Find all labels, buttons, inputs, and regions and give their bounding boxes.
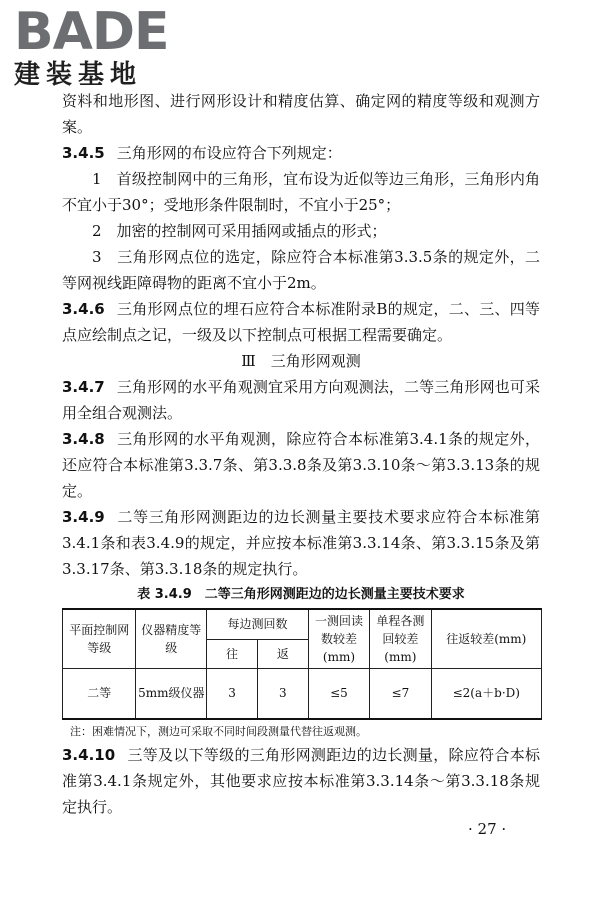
clause-number: 3.4.6 xyxy=(62,300,105,318)
clause-number: 3.4.5 xyxy=(62,144,105,162)
header-rounds: 每边测回数 xyxy=(207,609,309,639)
clause-text: 三角形网的布设应符合下列规定： xyxy=(116,144,342,162)
clause-text: 三等及以下等级的三角形网测距边的边长测量，除应符合本标准第3.4.1条规定外，其他要求应按本标准第3.3.14条～第3.3.18条规定执行。 xyxy=(62,745,540,816)
table-row xyxy=(63,669,542,719)
cell-roundtrip: ≤2(a＋b·D) xyxy=(431,669,541,719)
clause-number: 3.4.9 xyxy=(62,508,105,526)
page-number: · 27 · xyxy=(468,820,507,838)
header-back: 返 xyxy=(257,639,308,668)
clause-item-3: 3 三角形网点位的选定，除应符合本标准第3.3.5条的规定外，二等网视线距障碍物的距离不宜小于2m。 xyxy=(62,248,540,292)
header-roundtrip: 往返较差(mm) xyxy=(431,609,541,669)
cell-reading: ≤5 xyxy=(308,669,369,719)
header-forward: 往 xyxy=(207,639,258,668)
spec-table xyxy=(62,608,542,720)
cell-forward: 3 xyxy=(207,669,258,719)
clause-text: 三角形网点位的埋石应符合本标准附录B的规定，二、三、四等点应绘制点之记，一级及以下控制点可根据工程需要确定。 xyxy=(62,300,540,344)
logo-subtitle: 建装基地 xyxy=(14,60,143,90)
clause-3-4-9 xyxy=(62,504,540,582)
clause-text: 三角形网的水平角观测宜采用方向观测法，二等三角形网也可采用全组合观测法。 xyxy=(62,378,540,422)
publisher-logo xyxy=(14,2,184,90)
clause-3-4-8 xyxy=(62,426,540,504)
table-header-row xyxy=(63,609,542,639)
page-body xyxy=(62,88,540,820)
header-reading: 一测回读数较差(mm) xyxy=(308,609,369,669)
clause-number: 3.4.10 xyxy=(62,745,116,764)
cell-back: 3 xyxy=(257,669,308,719)
clause-3-4-5 xyxy=(62,140,540,166)
clause-text: 三角形网的水平角观测，除应符合本标准第3.4.1条的规定外，还应符合本标准第3.3.7条、第3.3.8条及第3.3.10条～第3.3.13条的规定。 xyxy=(62,430,540,500)
clause-3-4-6 xyxy=(62,296,540,348)
clause-3-4-10 xyxy=(62,742,540,820)
cell-instrument: 5mm级仪器 xyxy=(136,669,207,719)
clause-3-4-7 xyxy=(62,374,540,426)
clause-item-2: 2 加密的控制网可采用插网或插点的形式； xyxy=(92,222,387,240)
section-heading: Ⅲ 三角形网观测 xyxy=(241,352,361,370)
cell-grade: 二等 xyxy=(63,669,136,719)
header-instrument: 仪器精度等级 xyxy=(136,609,207,669)
table-caption: 表 3.4.9 二等三角形网测距边的边长测量主要技术要求 xyxy=(137,587,465,602)
table-note: 注：困难情况下，测边可采取不同时间段测量代替往返观测。 xyxy=(70,724,367,738)
paragraph-continued: 资料和地形图、进行网形设计和精度估算、确定网的精度等级和观测方案。 xyxy=(62,92,540,136)
cell-single: ≤7 xyxy=(370,669,431,719)
clause-number: 3.4.8 xyxy=(62,430,105,448)
clause-item-1: 1 首级控制网中的三角形，宜布设为近似等边三角形，三角形内角不宜小于30°；受地形条件限制时，不宜小于25°； xyxy=(62,170,540,214)
clause-number: 3.4.7 xyxy=(62,378,105,396)
header-single: 单程各测回较差(mm) xyxy=(370,609,431,669)
logo-wordmark: BADE xyxy=(14,2,169,62)
clause-text: 二等三角形网测距边的边长测量主要技术要求应符合本标准第3.4.1条和表3.4.9的规定，并应按本标准第3.3.14条、第3.3.15条及第3.3.17条、第3.3.18条的规定执行。 xyxy=(62,508,540,578)
header-grade: 平面控制网等级 xyxy=(63,609,136,669)
